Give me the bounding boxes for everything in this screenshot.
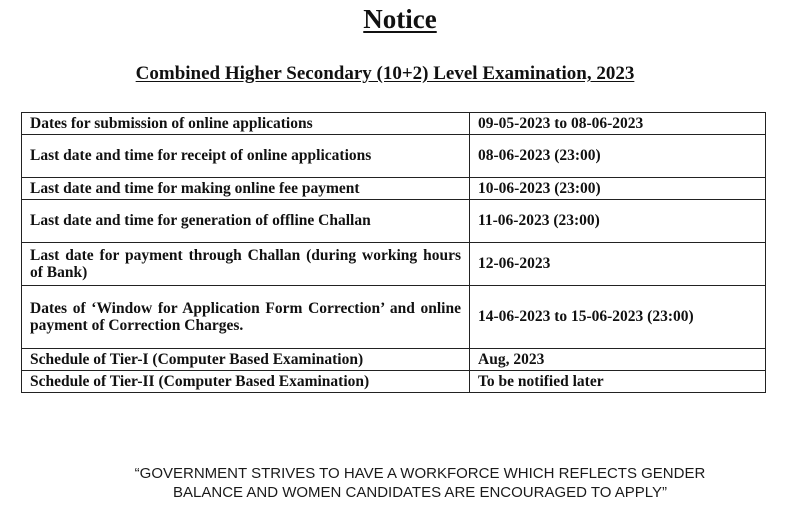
event-cell: Dates of ‘Window for Application Form Correction’ and online payment of Correction Charges. — [22, 286, 470, 349]
event-cell: Dates for submission of online applications — [22, 113, 470, 135]
schedule-table — [21, 112, 766, 393]
date-cell: 08-06-2023 (23:00) — [470, 135, 766, 178]
date-cell: To be notified later — [470, 371, 766, 393]
date-cell: 14-06-2023 to 15-06-2023 (23:00) — [470, 286, 766, 349]
table-row — [22, 178, 766, 200]
table-row — [22, 200, 766, 243]
table-row — [22, 243, 766, 286]
footer-line: “GOVERNMENT STRIVES TO HAVE A WORKFORCE WHICH REFLECTS GENDER — [134, 465, 706, 482]
footer-line: BALANCE AND WOMEN CANDIDATES ARE ENCOURAGED TO APPLY” — [173, 484, 667, 501]
date-cell: 11-06-2023 (23:00) — [470, 200, 766, 243]
notice-title: Notice — [363, 4, 437, 34]
date-cell: Aug, 2023 — [470, 349, 766, 371]
table-row — [22, 135, 766, 178]
event-cell: Schedule of Tier-I (Computer Based Examination) — [22, 349, 470, 371]
date-cell: 12-06-2023 — [470, 243, 766, 286]
event-cell: Schedule of Tier-II (Computer Based Examination) — [22, 371, 470, 393]
table-row — [22, 113, 766, 135]
event-cell: Last date and time for receipt of online applications — [22, 135, 470, 178]
table-row — [22, 286, 766, 349]
date-cell: 09-05-2023 to 08-06-2023 — [470, 113, 766, 135]
date-cell: 10-06-2023 (23:00) — [470, 178, 766, 200]
event-cell: Last date for payment through Challan (during working hours of Bank) — [22, 243, 470, 286]
table-row — [22, 371, 766, 393]
exam-title: Combined Higher Secondary (10+2) Level Examination, 2023 — [135, 63, 635, 84]
footer-quote — [60, 464, 780, 502]
event-cell: Last date and time for making online fee payment — [22, 178, 470, 200]
event-cell: Last date and time for generation of offline Challan — [22, 200, 470, 243]
table-row — [22, 349, 766, 371]
